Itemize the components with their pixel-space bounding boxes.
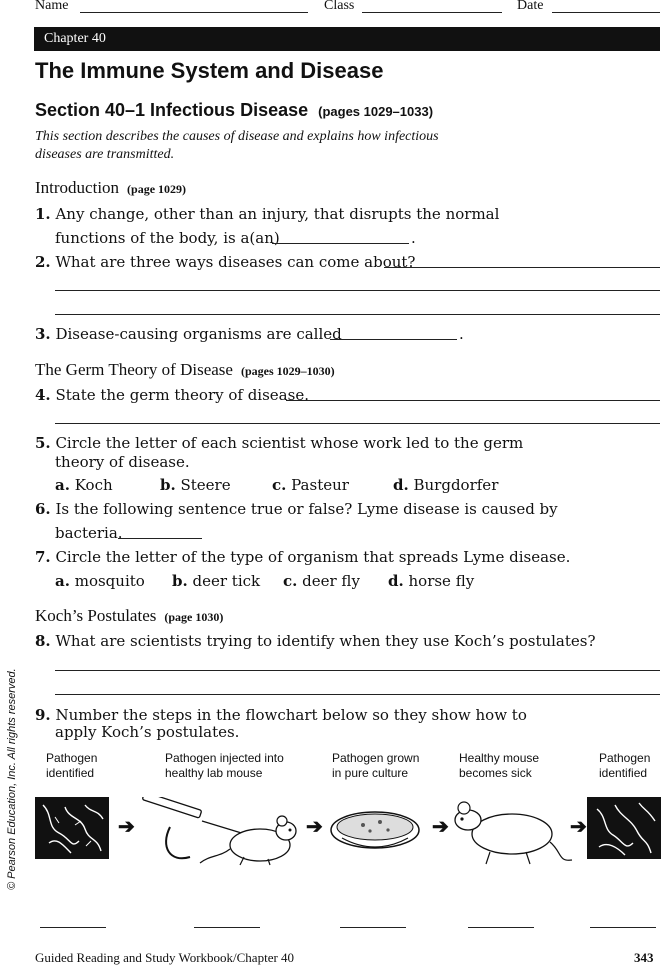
copyright-sidebar: © Pearson Education, Inc. All rights reserved.	[6, 668, 18, 890]
flow-label-line: Pathogen grown	[332, 751, 420, 765]
option-letter: b.	[172, 572, 188, 590]
question-7	[35, 548, 570, 566]
question-number: 4.	[35, 386, 51, 404]
page-title: The Immune System and Disease	[35, 58, 384, 83]
flow-label	[332, 751, 419, 781]
section-description-line: diseases are transmitted.	[35, 147, 175, 162]
question-3	[35, 325, 342, 343]
question-text: What are three ways diseases can come about?	[55, 253, 416, 271]
option-letter: a.	[55, 476, 70, 494]
step-number-line[interactable]	[468, 927, 534, 928]
question-text: State the germ theory of disease.	[55, 386, 309, 404]
germ-heading-text: The Germ Theory of Disease	[35, 360, 233, 379]
section-title	[35, 100, 433, 121]
answer-line[interactable]	[272, 243, 409, 244]
pathogen-micrograph-image	[35, 797, 109, 859]
section-pages: (pages 1029–1033)	[318, 104, 434, 119]
flow-label	[165, 751, 284, 781]
option-letter: d.	[388, 572, 404, 590]
flow-label-line: identified	[599, 766, 648, 780]
name-field[interactable]	[80, 12, 308, 13]
class-field[interactable]	[362, 12, 502, 13]
question-1	[35, 205, 499, 223]
q5-option[interactable]	[393, 476, 498, 494]
question-1-period: .	[411, 229, 416, 247]
flow-label-line: in pure culture	[332, 766, 409, 780]
question-text: Circle the letter of the type of organism that spreads Lyme disease.	[55, 548, 571, 566]
germ-pages: (pages 1029–1030)	[240, 364, 335, 378]
question-text: What are scientists trying to identify when they use Koch’s postulates?	[55, 632, 596, 650]
question-number: 3.	[35, 325, 51, 343]
mouse-icon	[450, 790, 575, 870]
answer-line[interactable]	[55, 423, 660, 424]
question-number: 2.	[35, 253, 51, 271]
option-text: Burgdorfer	[413, 476, 499, 494]
answer-line[interactable]	[55, 670, 660, 671]
flow-label-line: Pathogen	[46, 751, 98, 765]
syringe-mouse-icon	[140, 797, 305, 867]
question-5-cont: theory of disease.	[55, 453, 190, 471]
koch-heading	[35, 606, 223, 626]
bacteria-icon	[587, 797, 661, 859]
name-label: Name	[35, 0, 69, 13]
step-number-line[interactable]	[40, 927, 106, 928]
answer-line[interactable]	[55, 694, 660, 695]
question-number: 1.	[35, 205, 51, 223]
question-2	[35, 253, 415, 271]
petri-dish-image	[328, 800, 423, 860]
flow-arrow-icon: ➔	[432, 814, 449, 838]
footer-title: Guided Reading and Study Workbook/Chapter 40	[35, 950, 295, 965]
flow-arrow-icon: ➔	[306, 814, 323, 838]
flow-arrow-icon: ➔	[570, 814, 587, 838]
q5-option[interactable]	[272, 476, 349, 494]
germ-heading	[35, 360, 335, 380]
flow-label-line: becomes sick	[459, 766, 532, 780]
step-number-line[interactable]	[590, 927, 656, 928]
step-number-line[interactable]	[194, 927, 260, 928]
answer-line[interactable]	[55, 290, 660, 291]
question-9	[35, 706, 527, 724]
question-number: 8.	[35, 632, 51, 650]
q5-option[interactable]	[160, 476, 231, 494]
flow-label-line: Pathogen	[599, 751, 651, 765]
koch-pages: (page 1030)	[164, 610, 224, 624]
question-number: 5.	[35, 434, 51, 452]
question-number: 6.	[35, 500, 51, 518]
answer-line[interactable]	[384, 267, 660, 268]
sick-mouse-image	[450, 790, 575, 870]
option-letter: d.	[393, 476, 409, 494]
option-text: mosquito	[74, 572, 145, 590]
option-text: Koch	[74, 476, 113, 494]
q5-option[interactable]	[55, 476, 113, 494]
question-6-cont: bacteria.	[55, 524, 123, 542]
option-text: horse fly	[408, 572, 475, 590]
page-number: 343	[634, 950, 654, 965]
date-field[interactable]	[552, 12, 660, 13]
flow-label-line: healthy lab mouse	[165, 766, 263, 780]
question-text: Disease-causing organisms are called	[55, 325, 342, 343]
option-text: Steere	[180, 476, 231, 494]
option-text: deer tick	[192, 572, 261, 590]
intro-heading-text: Introduction	[35, 178, 120, 197]
option-text: deer fly	[302, 572, 360, 590]
question-3-period: .	[459, 325, 464, 343]
koch-heading-text: Koch’s Postulates	[35, 606, 157, 625]
question-5	[35, 434, 523, 452]
option-text: Pasteur	[291, 476, 349, 494]
question-9-cont: apply Koch’s postulates.	[55, 723, 240, 741]
answer-line[interactable]	[118, 538, 202, 539]
flow-label-line: Healthy mouse	[459, 751, 540, 765]
question-4	[35, 386, 309, 404]
class-label: Class	[324, 0, 355, 13]
flow-arrow-icon: ➔	[118, 814, 135, 838]
question-text: Is the following sentence true or false? Lyme disease is caused by	[55, 500, 558, 518]
question-text: Circle the letter of each scientist whose work led to the germ	[55, 434, 524, 452]
answer-line[interactable]	[286, 400, 660, 401]
section-description-line: This section describes the causes of disease and explains how infectious	[35, 129, 439, 144]
flow-label	[599, 751, 650, 781]
flow-label-line: Pathogen injected into	[165, 751, 284, 765]
intro-pages: (page 1029)	[127, 182, 187, 196]
injected-mouse-image	[140, 797, 305, 867]
flow-label-line: identified	[46, 766, 95, 780]
flow-label	[459, 751, 539, 781]
pathogen-micrograph-image	[587, 797, 661, 859]
option-letter: a.	[55, 572, 70, 590]
intro-heading	[35, 178, 186, 198]
section-description	[35, 128, 439, 164]
option-letter: c.	[283, 572, 298, 590]
question-1-cont: functions of the body, is a(an)	[55, 229, 280, 247]
question-8	[35, 632, 596, 650]
petri-dish-icon	[328, 800, 423, 860]
step-number-line[interactable]	[340, 927, 406, 928]
q7-option[interactable]	[283, 572, 360, 590]
section-title-text: Section 40–1 Infectious Disease	[35, 100, 309, 120]
option-letter: b.	[160, 476, 176, 494]
question-text: Number the steps in the flowchart below so they show how to	[55, 706, 527, 724]
q7-option[interactable]	[55, 572, 145, 590]
question-text: Any change, other than an injury, that disrupts the normal	[55, 205, 500, 223]
question-number: 7.	[35, 548, 51, 566]
flow-label	[46, 751, 97, 781]
chapter-banner: Chapter 40	[34, 27, 660, 51]
date-label: Date	[517, 0, 544, 13]
question-number: 9.	[35, 706, 51, 724]
q7-option[interactable]	[388, 572, 474, 590]
answer-line[interactable]	[330, 339, 457, 340]
option-letter: c.	[272, 476, 287, 494]
answer-line[interactable]	[55, 314, 660, 315]
bacteria-icon	[35, 797, 109, 859]
question-6	[35, 500, 558, 518]
q7-option[interactable]	[172, 572, 260, 590]
